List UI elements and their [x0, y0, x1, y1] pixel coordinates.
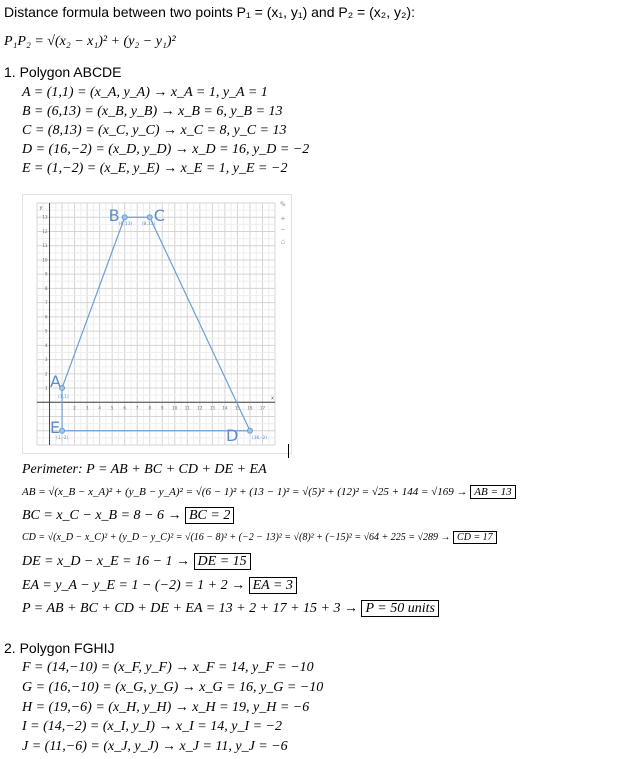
text-cursor [288, 444, 289, 458]
perimeter-definition: Perimeter: P = AB + BC + CD + DE + EA [22, 462, 267, 477]
y-tick-label: 13 [42, 214, 48, 220]
de-calculation [22, 554, 251, 570]
vertex-coord-c: (8,13) [141, 222, 156, 228]
x-tick-label: 11 [184, 405, 190, 411]
total-calc-text: P = AB + BC + CD + DE + EA = 13 + 2 + 17 + 15 + 3 → [22, 601, 358, 616]
x-tick-label: 12 [197, 405, 203, 411]
total-perimeter [22, 601, 439, 617]
point-j-line: J = (11,−6) = (x_J, y_J) → x_J = 11, y_J = −6 [22, 739, 288, 754]
point-b-line: B = (6,13) = (x_B, y_B) → x_B = 6, y_B = 13 [22, 104, 283, 119]
cd-calculation [22, 532, 497, 543]
cd-result: CD = 17 [453, 531, 497, 544]
vertex-e [60, 428, 65, 433]
x-tick-label: 17 [259, 405, 266, 411]
x-tick-label: 16 [247, 405, 253, 411]
vertex-coord-a: (1,1) [58, 395, 69, 401]
bc-calculation [22, 508, 234, 524]
wrench-icon[interactable]: ✎ [279, 200, 287, 209]
y-tick-label: 7 [44, 300, 48, 306]
de-calc-text: DE = x_D − x_E = 16 − 1 → [22, 554, 191, 569]
vertex-coord-e: (1,-2) [56, 435, 69, 441]
de-result: DE = 15 [194, 553, 251, 570]
polygon-graph [22, 194, 292, 454]
vertex-label-c: C [153, 206, 165, 226]
point-g-line: G = (16,−10) = (x_G, y_G) → x_G = 16, y_G = −10 [22, 680, 324, 695]
x-tick-label: 1 [60, 405, 64, 411]
point-i-line: I = (14,−2) = (x_I, y_I) → x_I = 14, y_I = −2 [22, 719, 282, 734]
y-tick-label: 3 [44, 357, 48, 363]
x-tick-label: 2 [73, 405, 76, 411]
bc-calc-text: BC = x_C − x_B = 8 − 6 → [22, 508, 182, 523]
x-tick-label: 13 [209, 405, 215, 411]
vertex-coord-b: (6,13) [118, 222, 133, 228]
ab-calc-text: AB = √(x_B − x_A)² + (y_B − y_A)² = √(6 − 1)² + (13 − 1)² = √(5)² + (12)² = √25 + 144 = √169 → [22, 486, 468, 498]
x-tick-label: 5 [110, 405, 114, 411]
vertex-label-d: D [225, 425, 239, 445]
vertex-coord-d: (16,-2) [251, 435, 268, 441]
y-tick-label: 9 [44, 271, 48, 277]
bc-result: BC = 2 [185, 507, 234, 524]
intro-text: Distance formula between two points P₁ = (x₁, y₁) and P₂ = (x₂, y₂): [4, 4, 415, 20]
vertex-label-e: E [50, 417, 61, 437]
cd-calc-text: CD = √(x_D − x_C)² + (y_D − y_C)² = √(16 − 8)² + (−2 − 13)² = √(8)² + (−15)² = √64 + 225 = √289 → [22, 532, 451, 543]
vertex-c [147, 215, 152, 220]
x-tick-label: 3 [85, 405, 89, 411]
graph-canvas [23, 195, 291, 453]
y-tick-label: 2 [44, 371, 48, 377]
ab-result: AB = 13 [470, 485, 515, 499]
vertex-d [247, 428, 252, 433]
total-result: P = 50 units [361, 600, 438, 617]
x-tick-label: 14 [222, 405, 228, 411]
y-tick-label: 5 [44, 328, 48, 334]
ea-result: EA = 3 [249, 577, 297, 594]
vertex-b [122, 215, 127, 220]
y-tick-label: 10 [42, 257, 48, 263]
zoom-out-icon[interactable]: − [280, 225, 286, 234]
point-d-line: D = (16,−2) = (x_D, y_D) → x_D = 16, y_D = −2 [22, 142, 310, 157]
polygon2-heading: 2. Polygon FGHIJ [4, 640, 115, 656]
y-tick-label: 8 [44, 285, 48, 291]
ea-calculation [22, 578, 297, 594]
vertex-label-a: A [50, 372, 62, 392]
point-c-line: C = (8,13) = (x_C, y_C) → x_C = 8, y_C = 13 [22, 123, 287, 138]
vertex-label-b: B [108, 206, 120, 226]
distance-formula: P₁P₂ = √(x₂ − x₁)² + (y₂ − y₁)² [4, 34, 176, 49]
x-tick-label: 6 [123, 405, 126, 411]
polygon1-heading: 1. Polygon ABCDE [4, 64, 122, 80]
y-tick-label: 4 [44, 342, 48, 348]
y-tick-label: 11 [42, 243, 48, 249]
x-tick-label: 4 [98, 405, 101, 411]
ea-calc-text: EA = y_A − y_E = 1 − (−2) = 1 + 2 → [22, 578, 246, 593]
x-axis-label: x [271, 395, 274, 402]
ab-calculation [22, 486, 516, 498]
point-e-line: E = (1,−2) = (x_E, y_E) → x_E = 1, y_E = −2 [22, 161, 288, 176]
point-a-line: A = (1,1) = (x_A, y_A) → x_A = 1, y_A = 1 [22, 85, 268, 100]
x-tick-label: 10 [172, 405, 178, 411]
x-tick-label: 15 [234, 405, 240, 411]
x-tick-label: 7 [135, 405, 139, 411]
home-icon[interactable]: ⌂ [280, 237, 286, 246]
x-tick-label: 8 [148, 405, 152, 411]
point-f-line: F = (14,−10) = (x_F, y_F) → x_F = 14, y_F = −10 [22, 660, 314, 675]
y-axis-label: y [39, 205, 43, 211]
y-tick-label: 6 [44, 314, 48, 320]
x-tick-label: 9 [160, 405, 164, 411]
zoom-in-icon[interactable]: + [280, 214, 286, 223]
point-h-line: H = (19,−6) = (x_H, y_H) → x_H = 19, y_H = −6 [22, 700, 310, 715]
y-tick-label: 1 [44, 385, 48, 391]
y-tick-label: 12 [42, 228, 48, 234]
